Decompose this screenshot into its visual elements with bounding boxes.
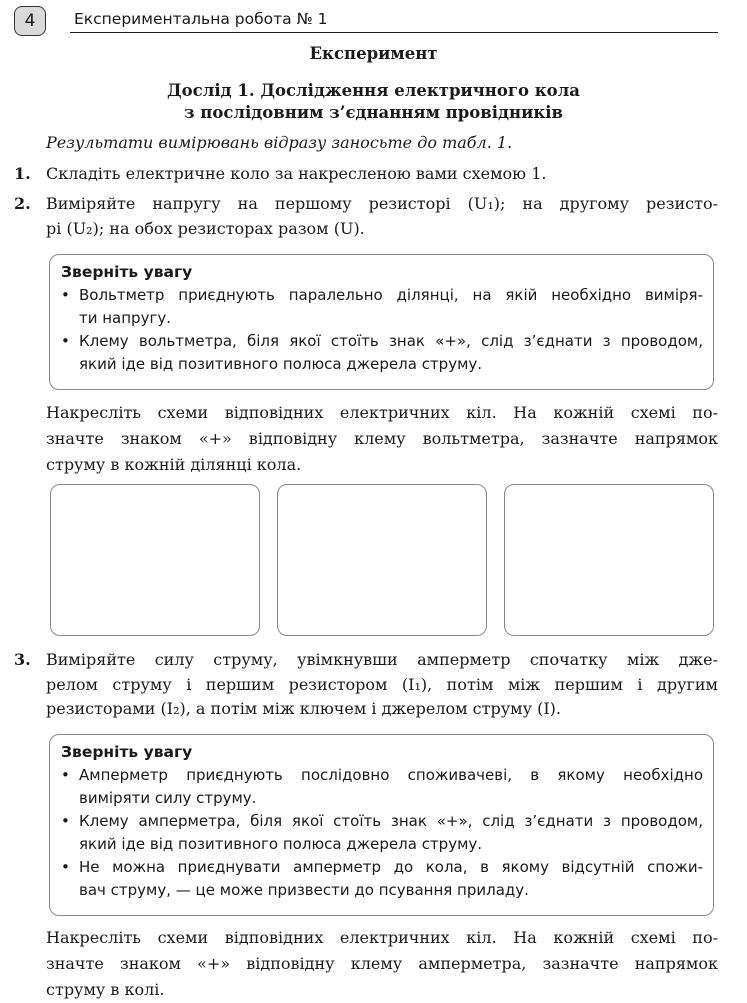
- attention-box-2: [49, 734, 714, 916]
- header-rule: [70, 32, 718, 33]
- drawing-instruction-1: Накресліть схеми відповідних електричних кіл. На кожній схемі по- значте знаком «+» відповідну клему вольтметра, зазначте напрямок струму в кожній ділянці кола.: [46, 403, 718, 474]
- attention-box-1: [49, 254, 714, 390]
- attention-box-2-bullet-2: • Клему амперметра, біля якої стоїть знак «+», слід з’єднати з проводом, який іде від позитивного полюса джерела струму.: [61, 812, 703, 853]
- step-3-line-3: резисторами (I₂), а потім між ключем і джерелом струму (I).: [46, 699, 561, 718]
- attention-box-1-bullet-1: • Вольтметр приєднують паралельно ділянці, на якій необхідно виміря- ти напругу.: [61, 286, 703, 327]
- step-2-line-1: Виміряйте напругу на першому резисторі (U₁); на другому резисто-: [46, 194, 718, 213]
- section-title: Експеримент: [309, 44, 438, 63]
- step-2: [14, 192, 718, 241]
- step-1-number: 1.: [14, 164, 31, 183]
- step-2-line-2: рі (U₂); на обох резисторах разом (U).: [46, 218, 365, 238]
- step-3: [14, 648, 718, 722]
- step-3-line-1: Виміряйте силу струму, увімкнувши амперметр спочатку між дже-: [46, 650, 718, 669]
- step-3-line-2: релом струму і першим резистором (I₁), потім між першим і другим: [46, 674, 718, 694]
- instruction-note: Результати вимірювань відразу заносьте до табл. 1.: [46, 133, 513, 152]
- attention-box-2-bullet-3: • Не можна приєднувати амперметр до кола, в якому відсутній спожи- вач струму, — це може призвести до псування приладу.: [61, 858, 703, 899]
- bullet-icon: •: [61, 858, 70, 876]
- page-number-badge: 4: [14, 6, 46, 36]
- bullet-icon: •: [61, 332, 70, 350]
- attention-box-1-title: Зверніть увагу: [61, 263, 193, 281]
- running-title: Експериментальна робота № 1: [74, 10, 328, 28]
- step-1-text: Складіть електричне коло за накресленою вами схемою 1.: [46, 164, 547, 183]
- experiment-title-line-1: Дослід 1. Дослідження електричного кола: [166, 81, 580, 100]
- attention-box-1-bullet-2: • Клему вольтметра, біля якої стоїть знак «+», слід з’єднати з проводом, який іде від позитивного полюса джерела струму.: [61, 332, 703, 373]
- attention-box-2-title: Зверніть увагу: [61, 743, 193, 761]
- bullet-icon: •: [61, 766, 70, 784]
- bullet-icon: •: [61, 812, 70, 830]
- bullet-icon: •: [61, 286, 70, 304]
- step-3-number: 3.: [14, 650, 31, 669]
- step-2-number: 2.: [14, 194, 31, 213]
- drawing-box-3[interactable]: [504, 484, 714, 636]
- page-header: [14, 6, 718, 36]
- drawing-box-2[interactable]: [277, 484, 487, 636]
- drawing-instruction-2: Накресліть схеми відповідних електричних кіл. На кожній схемі по- значте знаком «+» відповідну клему амперметра, зазначте напрямок струму в колі.: [46, 928, 718, 999]
- drawing-box-1[interactable]: [50, 484, 260, 636]
- attention-box-2-bullet-1: • Амперметр приєднують послідовно споживачеві, в якому необхідно виміряти силу струму.: [61, 766, 703, 807]
- experiment-title-line-2: з послідовним з’єднанням провідників: [184, 103, 563, 122]
- step-1: [14, 162, 718, 187]
